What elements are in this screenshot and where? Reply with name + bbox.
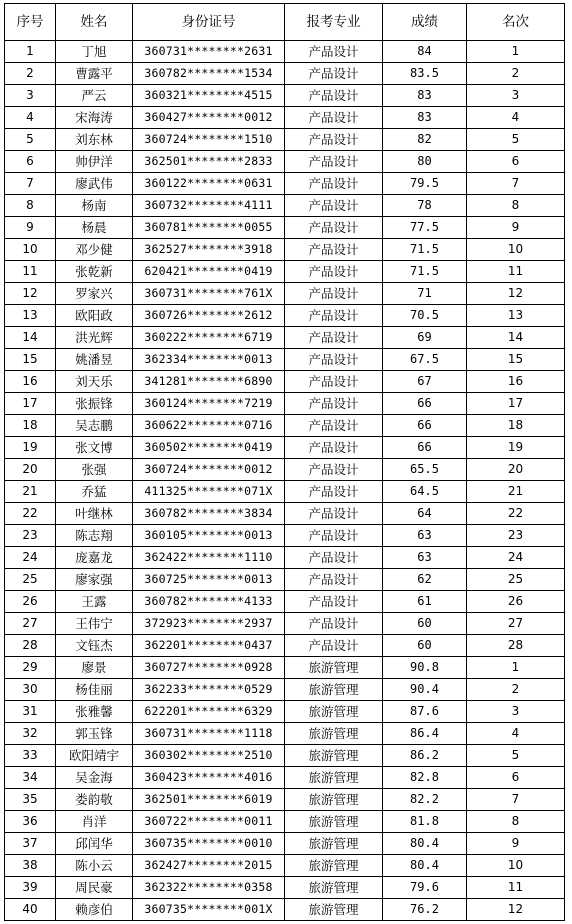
cell-score: 67.5	[383, 349, 467, 371]
cell-seq: 40	[5, 899, 56, 921]
cell-major: 产品设计	[285, 613, 383, 635]
table-row	[5, 371, 565, 393]
cell-seq: 7	[5, 173, 56, 195]
cell-major: 产品设计	[285, 63, 383, 85]
table-row	[5, 679, 565, 701]
cell-major: 旅游管理	[285, 767, 383, 789]
cell-seq: 21	[5, 481, 56, 503]
table-row	[5, 525, 565, 547]
cell-id-number: 360782********3834	[133, 503, 285, 525]
cell-name: 丁旭	[56, 41, 133, 63]
cell-score: 80.4	[383, 855, 467, 877]
cell-seq: 16	[5, 371, 56, 393]
cell-major: 产品设计	[285, 107, 383, 129]
cell-score: 71.5	[383, 261, 467, 283]
cell-score: 77.5	[383, 217, 467, 239]
table-row	[5, 745, 565, 767]
cell-id-number: 362322********0358	[133, 877, 285, 899]
cell-name: 张强	[56, 459, 133, 481]
cell-major: 产品设计	[285, 591, 383, 613]
cell-rank: 3	[467, 701, 565, 723]
cell-id-number: 360725********0013	[133, 569, 285, 591]
cell-seq: 30	[5, 679, 56, 701]
cell-id-number: 360502********0419	[133, 437, 285, 459]
cell-seq: 19	[5, 437, 56, 459]
cell-rank: 20	[467, 459, 565, 481]
cell-id-number: 360724********1510	[133, 129, 285, 151]
cell-id-number: 360321********4515	[133, 85, 285, 107]
cell-seq: 20	[5, 459, 56, 481]
cell-id-number: 360732********4111	[133, 195, 285, 217]
table-row	[5, 613, 565, 635]
cell-rank: 7	[467, 173, 565, 195]
cell-major: 旅游管理	[285, 899, 383, 921]
cell-seq: 3	[5, 85, 56, 107]
cell-major: 产品设计	[285, 85, 383, 107]
cell-score: 62	[383, 569, 467, 591]
cell-rank: 24	[467, 547, 565, 569]
cell-score: 80.4	[383, 833, 467, 855]
cell-name: 欧阳靖宇	[56, 745, 133, 767]
cell-major: 旅游管理	[285, 811, 383, 833]
table-row	[5, 173, 565, 195]
cell-name: 刘东林	[56, 129, 133, 151]
table-row	[5, 701, 565, 723]
cell-major: 产品设计	[285, 481, 383, 503]
cell-major: 产品设计	[285, 371, 383, 393]
cell-score: 69	[383, 327, 467, 349]
cell-seq: 12	[5, 283, 56, 305]
table-row	[5, 415, 565, 437]
cell-id-number: 362501********6019	[133, 789, 285, 811]
cell-name: 帅伊洋	[56, 151, 133, 173]
table-row	[5, 85, 565, 107]
table-row	[5, 503, 565, 525]
cell-seq: 33	[5, 745, 56, 767]
cell-rank: 12	[467, 899, 565, 921]
cell-score: 61	[383, 591, 467, 613]
header-seq: 序号	[5, 4, 56, 41]
cell-rank: 14	[467, 327, 565, 349]
cell-score: 64.5	[383, 481, 467, 503]
cell-id-number: 360782********4133	[133, 591, 285, 613]
cell-id-number: 360105********0013	[133, 525, 285, 547]
cell-score: 67	[383, 371, 467, 393]
cell-score: 79.6	[383, 877, 467, 899]
cell-seq: 35	[5, 789, 56, 811]
cell-score: 84	[383, 41, 467, 63]
cell-rank: 12	[467, 283, 565, 305]
cell-id-number: 360735********001X	[133, 899, 285, 921]
cell-seq: 31	[5, 701, 56, 723]
cell-major: 旅游管理	[285, 657, 383, 679]
cell-seq: 9	[5, 217, 56, 239]
cell-name: 廖景	[56, 657, 133, 679]
header-name: 姓名	[56, 4, 133, 41]
cell-rank: 6	[467, 767, 565, 789]
header-id-number: 身份证号	[133, 4, 285, 41]
cell-rank: 9	[467, 833, 565, 855]
cell-major: 产品设计	[285, 261, 383, 283]
cell-seq: 2	[5, 63, 56, 85]
cell-rank: 5	[467, 129, 565, 151]
cell-id-number: 360781********0055	[133, 217, 285, 239]
cell-score: 83	[383, 85, 467, 107]
cell-rank: 3	[467, 85, 565, 107]
table-row	[5, 129, 565, 151]
table-row	[5, 151, 565, 173]
cell-rank: 1	[467, 41, 565, 63]
cell-name: 吴志鹏	[56, 415, 133, 437]
cell-id-number: 360302********2510	[133, 745, 285, 767]
table-row	[5, 107, 565, 129]
cell-id-number: 372923********2937	[133, 613, 285, 635]
table-row	[5, 41, 565, 63]
cell-seq: 1	[5, 41, 56, 63]
table-row	[5, 833, 565, 855]
cell-seq: 28	[5, 635, 56, 657]
cell-name: 娄韵敬	[56, 789, 133, 811]
cell-id-number: 411325********071X	[133, 481, 285, 503]
cell-major: 产品设计	[285, 151, 383, 173]
cell-score: 63	[383, 525, 467, 547]
cell-major: 产品设计	[285, 305, 383, 327]
cell-name: 文钰杰	[56, 635, 133, 657]
cell-id-number: 362527********3918	[133, 239, 285, 261]
cell-score: 83	[383, 107, 467, 129]
cell-major: 产品设计	[285, 393, 383, 415]
cell-score: 66	[383, 393, 467, 415]
cell-id-number: 360122********0631	[133, 173, 285, 195]
cell-seq: 26	[5, 591, 56, 613]
cell-rank: 17	[467, 393, 565, 415]
table-row	[5, 217, 565, 239]
cell-score: 71	[383, 283, 467, 305]
cell-seq: 10	[5, 239, 56, 261]
cell-name: 洪光辉	[56, 327, 133, 349]
cell-rank: 10	[467, 855, 565, 877]
cell-major: 产品设计	[285, 327, 383, 349]
cell-id-number: 360731********2631	[133, 41, 285, 63]
table-row	[5, 327, 565, 349]
cell-major: 产品设计	[285, 129, 383, 151]
cell-seq: 8	[5, 195, 56, 217]
table-row	[5, 195, 565, 217]
cell-id-number: 362427********2015	[133, 855, 285, 877]
cell-major: 旅游管理	[285, 789, 383, 811]
cell-name: 郭玉锋	[56, 723, 133, 745]
cell-seq: 4	[5, 107, 56, 129]
cell-score: 86.2	[383, 745, 467, 767]
cell-id-number: 360726********2612	[133, 305, 285, 327]
cell-seq: 14	[5, 327, 56, 349]
cell-id-number: 360722********0011	[133, 811, 285, 833]
cell-major: 产品设计	[285, 635, 383, 657]
cell-seq: 32	[5, 723, 56, 745]
cell-name: 邓少健	[56, 239, 133, 261]
cell-id-number: 360124********7219	[133, 393, 285, 415]
cell-seq: 11	[5, 261, 56, 283]
cell-seq: 34	[5, 767, 56, 789]
cell-score: 90.4	[383, 679, 467, 701]
cell-score: 70.5	[383, 305, 467, 327]
cell-name: 陈小云	[56, 855, 133, 877]
cell-score: 60	[383, 635, 467, 657]
cell-name: 严云	[56, 85, 133, 107]
cell-major: 产品设计	[285, 41, 383, 63]
cell-score: 81.8	[383, 811, 467, 833]
cell-score: 87.6	[383, 701, 467, 723]
cell-name: 周民豪	[56, 877, 133, 899]
cell-seq: 23	[5, 525, 56, 547]
cell-name: 张文博	[56, 437, 133, 459]
table-row	[5, 811, 565, 833]
cell-major: 旅游管理	[285, 833, 383, 855]
cell-major: 旅游管理	[285, 701, 383, 723]
cell-major: 产品设计	[285, 239, 383, 261]
table-row	[5, 393, 565, 415]
cell-rank: 8	[467, 195, 565, 217]
cell-id-number: 360427********0012	[133, 107, 285, 129]
cell-name: 邱闰华	[56, 833, 133, 855]
cell-name: 陈志翔	[56, 525, 133, 547]
cell-rank: 11	[467, 877, 565, 899]
cell-id-number: 360222********6719	[133, 327, 285, 349]
cell-major: 产品设计	[285, 349, 383, 371]
cell-rank: 15	[467, 349, 565, 371]
cell-rank: 4	[467, 723, 565, 745]
cell-name: 肖洋	[56, 811, 133, 833]
table-row	[5, 63, 565, 85]
cell-name: 罗家兴	[56, 283, 133, 305]
cell-name: 王露	[56, 591, 133, 613]
cell-major: 产品设计	[285, 569, 383, 591]
cell-rank: 28	[467, 635, 565, 657]
cell-id-number: 362422********1110	[133, 547, 285, 569]
table-row	[5, 789, 565, 811]
cell-name: 姚潘昱	[56, 349, 133, 371]
header-major: 报考专业	[285, 4, 383, 41]
cell-major: 旅游管理	[285, 723, 383, 745]
cell-major: 产品设计	[285, 283, 383, 305]
table-row	[5, 459, 565, 481]
table-row	[5, 855, 565, 877]
header-score: 成绩	[383, 4, 467, 41]
cell-rank: 4	[467, 107, 565, 129]
cell-score: 66	[383, 415, 467, 437]
cell-rank: 9	[467, 217, 565, 239]
cell-id-number: 622201********6329	[133, 701, 285, 723]
cell-id-number: 360622********0716	[133, 415, 285, 437]
cell-seq: 36	[5, 811, 56, 833]
cell-score: 90.8	[383, 657, 467, 679]
cell-id-number: 360782********1534	[133, 63, 285, 85]
cell-major: 产品设计	[285, 173, 383, 195]
table-row	[5, 635, 565, 657]
cell-score: 71.5	[383, 239, 467, 261]
cell-name: 张乾新	[56, 261, 133, 283]
cell-rank: 13	[467, 305, 565, 327]
cell-seq: 17	[5, 393, 56, 415]
table-row	[5, 569, 565, 591]
table-row	[5, 437, 565, 459]
cell-seq: 13	[5, 305, 56, 327]
cell-seq: 24	[5, 547, 56, 569]
cell-name: 赖彦伯	[56, 899, 133, 921]
cell-rank: 1	[467, 657, 565, 679]
table-row	[5, 723, 565, 745]
cell-name: 杨佳丽	[56, 679, 133, 701]
cell-id-number: 360724********0012	[133, 459, 285, 481]
cell-name: 杨晨	[56, 217, 133, 239]
table-row	[5, 657, 565, 679]
table-row	[5, 261, 565, 283]
cell-id-number: 360727********0928	[133, 657, 285, 679]
table-row	[5, 239, 565, 261]
cell-rank: 22	[467, 503, 565, 525]
cell-id-number: 341281********6890	[133, 371, 285, 393]
cell-rank: 2	[467, 63, 565, 85]
table-row	[5, 591, 565, 613]
cell-score: 83.5	[383, 63, 467, 85]
cell-rank: 10	[467, 239, 565, 261]
cell-id-number: 360731********1118	[133, 723, 285, 745]
cell-seq: 15	[5, 349, 56, 371]
cell-score: 82	[383, 129, 467, 151]
cell-id-number: 362233********0529	[133, 679, 285, 701]
cell-rank: 23	[467, 525, 565, 547]
table-row	[5, 481, 565, 503]
cell-rank: 21	[467, 481, 565, 503]
cell-name: 张雅馨	[56, 701, 133, 723]
cell-score: 64	[383, 503, 467, 525]
cell-id-number: 362334********0013	[133, 349, 285, 371]
cell-score: 65.5	[383, 459, 467, 481]
cell-seq: 5	[5, 129, 56, 151]
table-row	[5, 767, 565, 789]
cell-major: 旅游管理	[285, 679, 383, 701]
cell-rank: 19	[467, 437, 565, 459]
cell-id-number: 620421********0419	[133, 261, 285, 283]
cell-id-number: 360423********4016	[133, 767, 285, 789]
cell-seq: 25	[5, 569, 56, 591]
header-row	[5, 4, 565, 41]
cell-name: 叶继林	[56, 503, 133, 525]
cell-name: 张振锋	[56, 393, 133, 415]
cell-rank: 11	[467, 261, 565, 283]
cell-major: 产品设计	[285, 437, 383, 459]
cell-name: 廖家强	[56, 569, 133, 591]
cell-score: 80	[383, 151, 467, 173]
cell-name: 曹露平	[56, 63, 133, 85]
cell-score: 82.8	[383, 767, 467, 789]
cell-seq: 27	[5, 613, 56, 635]
cell-major: 产品设计	[285, 547, 383, 569]
cell-rank: 25	[467, 569, 565, 591]
cell-seq: 18	[5, 415, 56, 437]
table-row	[5, 547, 565, 569]
cell-score: 86.4	[383, 723, 467, 745]
cell-rank: 2	[467, 679, 565, 701]
cell-score: 60	[383, 613, 467, 635]
cell-score: 82.2	[383, 789, 467, 811]
cell-major: 产品设计	[285, 195, 383, 217]
cell-major: 旅游管理	[285, 855, 383, 877]
cell-score: 76.2	[383, 899, 467, 921]
cell-major: 旅游管理	[285, 877, 383, 899]
cell-score: 78	[383, 195, 467, 217]
cell-id-number: 360731********761X	[133, 283, 285, 305]
cell-score: 79.5	[383, 173, 467, 195]
cell-seq: 38	[5, 855, 56, 877]
cell-name: 廖武伟	[56, 173, 133, 195]
cell-id-number: 362501********2833	[133, 151, 285, 173]
cell-rank: 7	[467, 789, 565, 811]
cell-id-number: 362201********0437	[133, 635, 285, 657]
cell-seq: 29	[5, 657, 56, 679]
table-row	[5, 877, 565, 899]
table-row	[5, 899, 565, 921]
cell-score: 66	[383, 437, 467, 459]
cell-name: 庞嘉龙	[56, 547, 133, 569]
cell-rank: 18	[467, 415, 565, 437]
cell-major: 产品设计	[285, 415, 383, 437]
cell-major: 旅游管理	[285, 745, 383, 767]
header-rank: 名次	[467, 4, 565, 41]
cell-name: 杨南	[56, 195, 133, 217]
cell-rank: 5	[467, 745, 565, 767]
cell-major: 产品设计	[285, 217, 383, 239]
cell-name: 刘天乐	[56, 371, 133, 393]
cell-seq: 22	[5, 503, 56, 525]
cell-major: 产品设计	[285, 503, 383, 525]
cell-name: 吴金海	[56, 767, 133, 789]
table-row	[5, 305, 565, 327]
cell-id-number: 360735********0010	[133, 833, 285, 855]
cell-major: 产品设计	[285, 459, 383, 481]
cell-name: 乔猛	[56, 481, 133, 503]
cell-name: 王伟宁	[56, 613, 133, 635]
cell-rank: 26	[467, 591, 565, 613]
cell-score: 63	[383, 547, 467, 569]
cell-seq: 39	[5, 877, 56, 899]
cell-seq: 6	[5, 151, 56, 173]
cell-rank: 16	[467, 371, 565, 393]
cell-name: 宋海涛	[56, 107, 133, 129]
cell-rank: 27	[467, 613, 565, 635]
score-table	[4, 3, 565, 921]
table-row	[5, 349, 565, 371]
cell-rank: 6	[467, 151, 565, 173]
cell-major: 产品设计	[285, 525, 383, 547]
cell-seq: 37	[5, 833, 56, 855]
cell-rank: 8	[467, 811, 565, 833]
cell-name: 欧阳政	[56, 305, 133, 327]
table-row	[5, 283, 565, 305]
